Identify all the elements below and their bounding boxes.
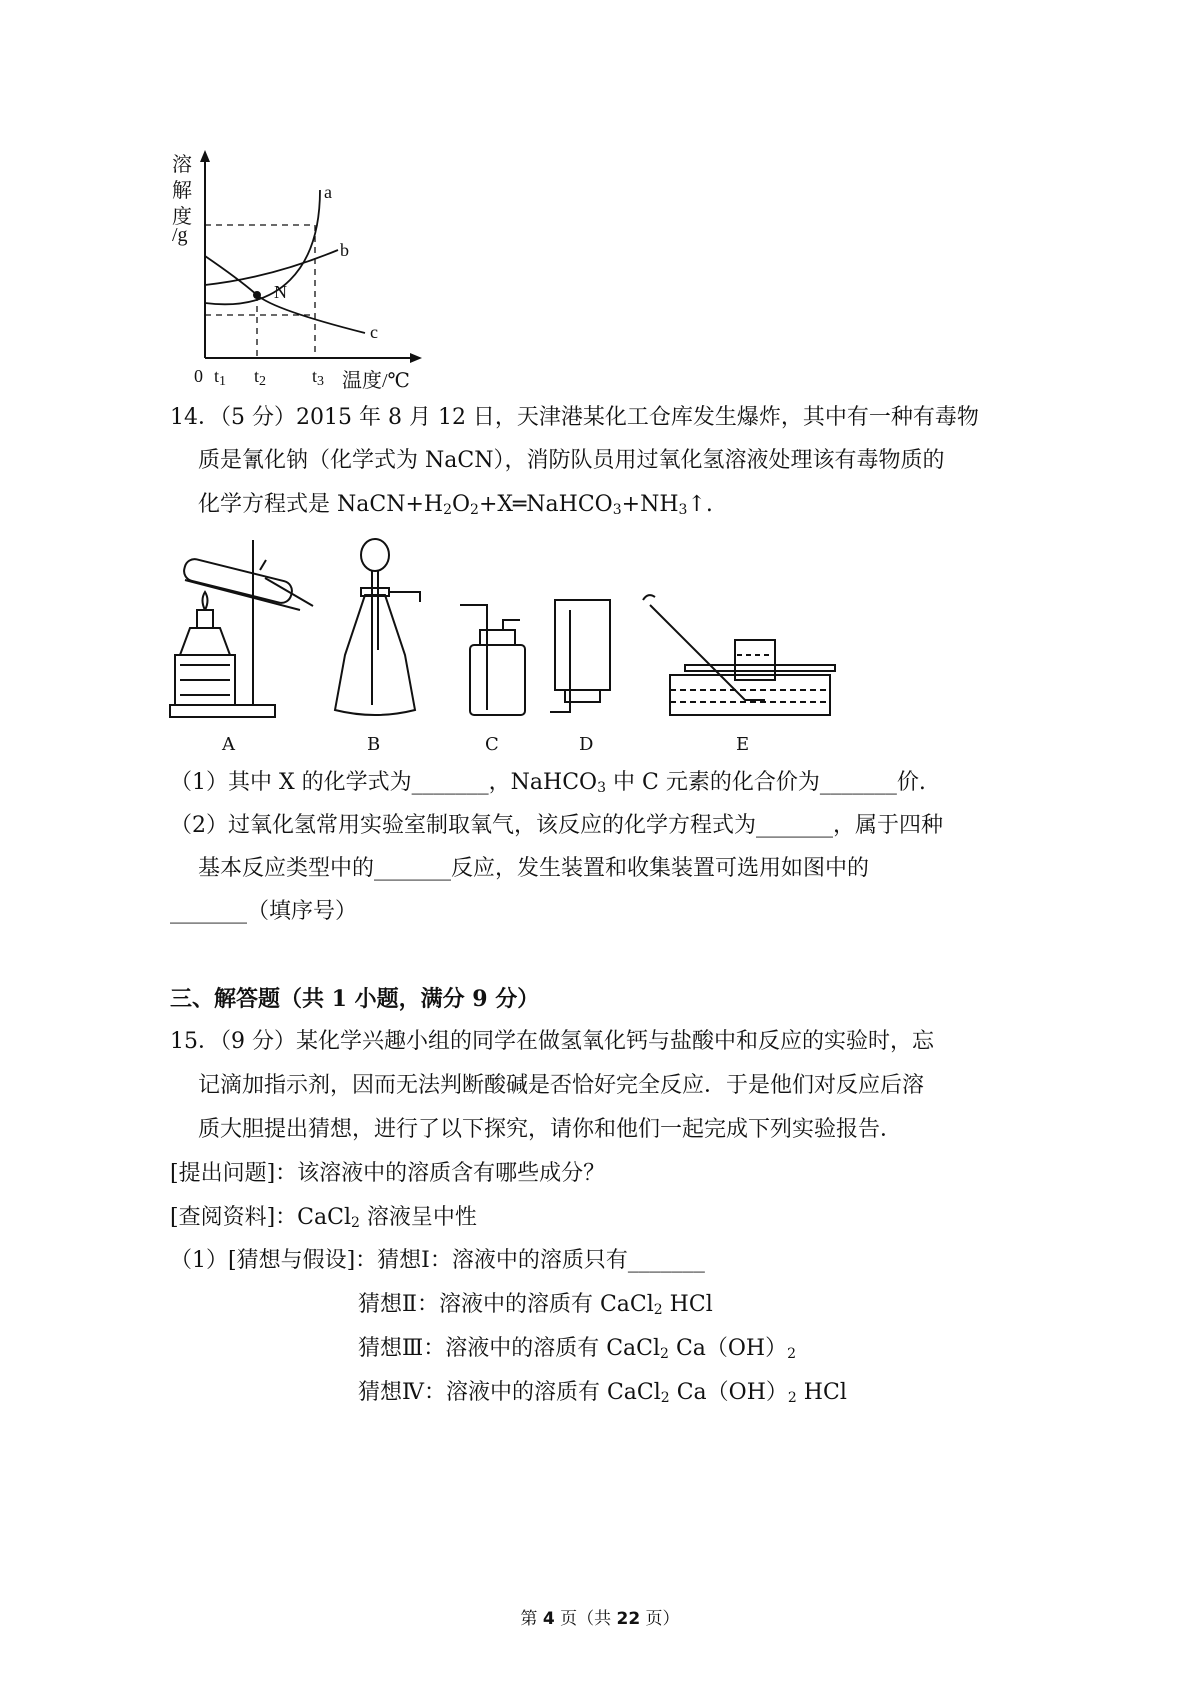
q15-hypothesis1: （1）[猜想与假设]：猜想Ⅰ：溶液中的溶质只有_______	[170, 1248, 705, 1273]
y-axis-label-2: 解	[172, 180, 192, 202]
q14-line2: 质是氰化钠（化学式为 NaCN），消防队员用过氧化氢溶液处理该有毒物质的	[198, 448, 945, 473]
apparatus-figure	[165, 530, 1035, 730]
q15-line3: 质大胆提出猜想，进行了以下探究，请你和他们一起完成下列实验报告．	[198, 1117, 903, 1142]
q15-info: [查阅资料]：CaCl$_2$ 溶液呈中性	[170, 1205, 477, 1231]
apparatus-label-a: A	[222, 734, 235, 755]
apparatus-d	[550, 600, 610, 712]
curve-a-label: a	[324, 182, 332, 202]
section3-heading: 三、解答题（共 1 小题，满分 9 分）	[170, 986, 540, 1012]
apparatus-c	[460, 605, 525, 715]
q15-question: [提出问题]：该溶液中的溶质含有哪些成分？	[170, 1161, 606, 1186]
y-axis-label-4: /g	[172, 224, 188, 246]
q15-hypothesis4: 猜想Ⅳ：溶液中的溶质有 CaCl$_2$ $Ca(OH)_2$ HCl	[358, 1380, 847, 1406]
y-axis-label-1: 溶	[172, 154, 192, 176]
x-axis-label: 温度/℃	[342, 370, 410, 392]
apparatus-label-b: B	[367, 734, 381, 755]
origin-label: 0	[194, 366, 203, 386]
curve-b-label: b	[340, 240, 349, 260]
q15-hypothesis2: 猜想Ⅱ：溶液中的溶质有 CaCl$_2$ HCl	[358, 1292, 713, 1318]
point-n-label: N	[274, 282, 287, 302]
q15-line2: 记滴加指示剂，因而无法判断酸碱是否恰好完全反应．于是他们对反应后溶	[198, 1073, 925, 1098]
q14-part2-line1: （2）过氧化氢常用实验室制取氧气，该反应的化学方程式为_______，属于四种	[170, 813, 943, 838]
apparatus-label-c: C	[485, 734, 499, 755]
y-axis-label-3: 度	[172, 206, 192, 228]
page-footer: 第 4 页（共 22 页）	[520, 1609, 680, 1629]
q14-part2-line3: _______（填序号）	[170, 899, 358, 924]
apparatus-label-e: E	[736, 734, 750, 755]
q14-part2-line2: 基本反应类型中的_______反应，发生装置和收集装置可选用如图中的	[198, 856, 870, 881]
q14-line1: 14．（5 分）2015 年 8 月 12 日，天津港某化工仓库发生爆炸，其中有一种有毒物	[170, 405, 979, 430]
tick-t2: $t_2$	[254, 366, 267, 389]
solubility-graph	[170, 150, 470, 400]
q14-line3: 化学方程式是 $NaCN+H_2O_2+X═NaHCO_3+NH_3↑$.	[198, 492, 713, 518]
q15-hypothesis3: 猜想Ⅲ：溶液中的溶质有 CaCl$_2$ $Ca(OH)_2$	[358, 1336, 797, 1362]
apparatus-label-d: D	[579, 734, 594, 755]
apparatus-a	[170, 540, 313, 717]
q15-line1: 15．（9 分）某化学兴趣小组的同学在做氢氧化钙与盐酸中和反应的实验时，忘	[170, 1029, 934, 1054]
curve-c-label: c	[370, 322, 378, 342]
apparatus-b	[335, 539, 420, 715]
apparatus-e	[643, 595, 835, 715]
tick-t1: $t_1$	[214, 366, 227, 389]
tick-t3: $t_3$	[312, 366, 325, 389]
q14-part1: （1）其中 X 的化学式为_______，NaHCO$_3$ 中 C 元素的化合价为_______价.	[170, 770, 926, 796]
